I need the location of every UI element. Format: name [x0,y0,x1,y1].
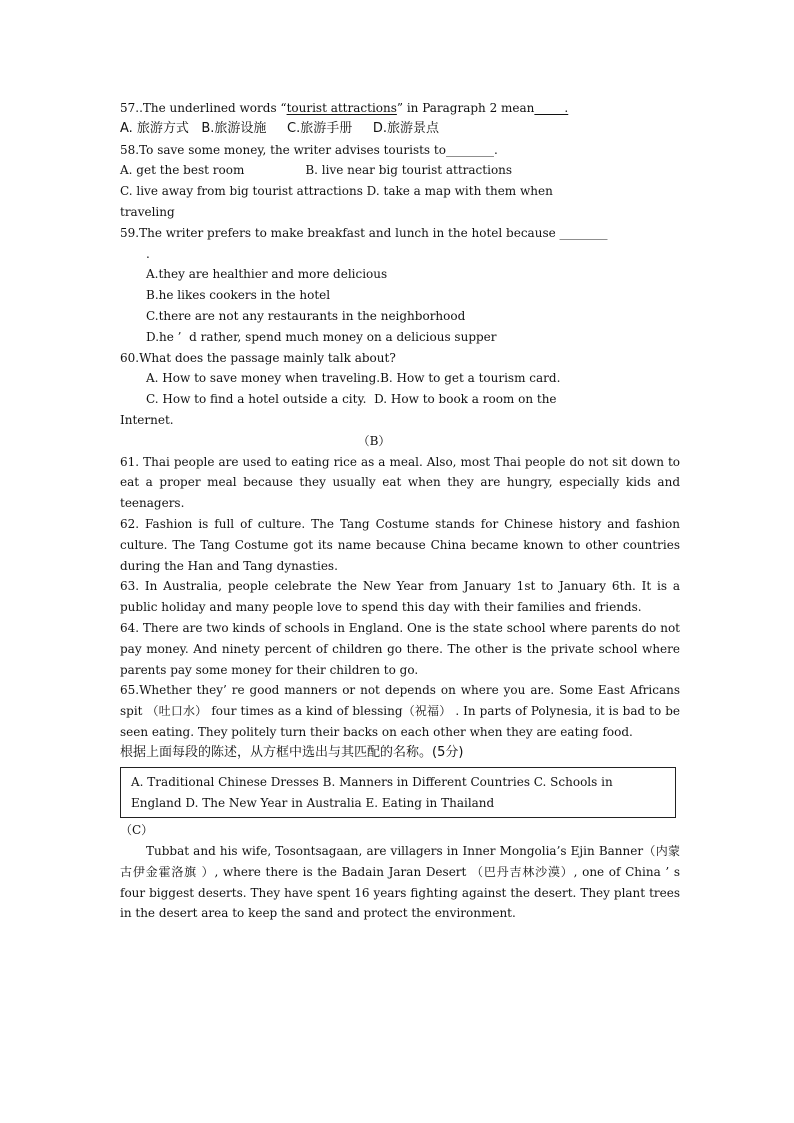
q58-options-ab: A. get the best room B. live near big tourist attractions [120,163,513,178]
question-59-stem-end: . [146,246,150,261]
q58-options-cd: C. live away from big tourist attractions D. take a map with them when [120,184,553,199]
q57-blank: _____. [534,101,569,115]
q57-number: 57.. [120,101,143,115]
paragraph-61: 61. Thai people are used to eating rice as a meal. Also, most Thai people do not sit down to eat a proper meal because they usually eat when they are hungry, especially kids and teenagers. [120,454,680,511]
matching-instruction: 根据上面每段的陈述，从方框中选出与其匹配的名称。(5分) [120,744,464,760]
q57-underlined-phrase: tourist attractions [286,101,397,115]
q60-options-ab: A. How to save money when traveling.B. How to get a tourism card. [146,371,561,386]
paragraph-63: 63. In Australia, people celebrate the New Year from January 1st to January 6th. It is a public holiday and many people love to spend this day with their families and friends. [120,579,680,615]
section-c-label: （C） [120,823,154,838]
document-page [120,98,680,924]
q58-options-cd-cont: traveling [120,204,175,219]
q57-stem-post: ” in Paragraph 2 mean [396,101,535,115]
question-58-stem: 58.To save some money, the writer advises tourists to________. [120,142,498,157]
paragraph-64: 64. There are two kinds of schools in England. One is the state school where parents do not pay money. And ninety percent of children go there. The other is the private school where parents pay some money for their children to go. [120,620,680,677]
question-59-stem: 59.The writer prefers to make breakfast and lunch in the hotel because ________ [120,225,608,240]
q57-stem-pre: The underlined words “ [142,101,287,115]
question-60-stem: 60.What does the passage mainly talk about? [120,350,396,365]
q59-option-b: B.he likes cookers in the hotel [146,288,331,303]
q59-option-d: D.he ’ d rather, spend much money on a delicious supper [146,329,497,344]
q59-option-c: C.there are not any restaurants in the neighborhood [146,308,466,323]
q60-options-cd-cont: Internet. [120,412,174,427]
question-57 [120,98,680,119]
answer-options-box: A. Traditional Chinese Dresses B. Manners in Different Countries C. Schools in England D. The New Year in Australia E. Eating in Thailand [120,767,676,819]
paragraph-65: 65.Whether they’ re good manners or not depends on where you are. Some East Africans spit （吐口水） four times as a kind of blessing（祝福） . In parts of Polynesia, it is bad to be seen eating. They politely turn their backs on each other when they are eating food. [120,683,680,739]
q59-option-a: A.they are healthier and more delicious [146,267,388,282]
section-b-label: （B） [357,433,391,448]
q57-options: A. 旅游方式 B.旅游设施 C.旅游手册 D.旅游景点 [120,120,440,136]
paragraph-62: 62. Fashion is full of culture. The Tang Costume stands for Chinese history and fashion culture. The Tang Costume got its name because China became known to other countries during the Han and Tang dynasties. [120,516,680,573]
q60-options-cd: C. How to find a hotel outside a city. D. How to book a room on the [146,392,557,407]
section-c-paragraph: Tubbat and his wife, Tosontsagaan, are villagers in Inner Mongolia’s Ejin Banner（内蒙古伊金霍洛旗 ）, where there is the Badain Jaran Desert （巴丹吉林沙漠）, one of China ’ s four biggest deserts. They have spent 16 years fighting against the desert. They plant trees in the desert area to keep the sand and protect the environment. [120,844,680,921]
